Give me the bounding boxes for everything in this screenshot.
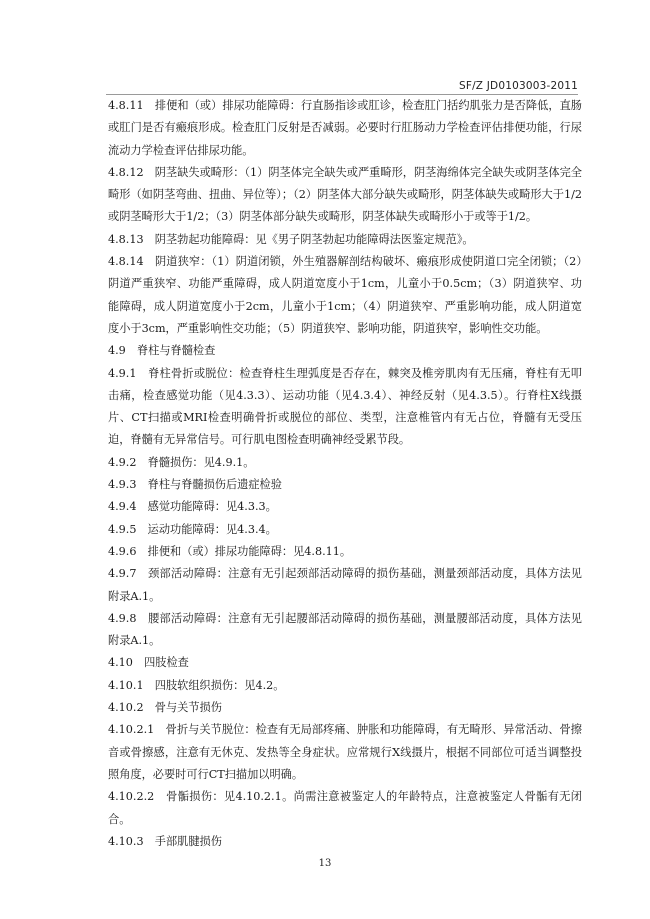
para-4-8-12: 4.8.12 阴茎缺失或畸形：（1）阴茎体完全缺失或严重畸形，阴茎海绵体完全缺失或阴茎体完全畸形（如阴茎弯曲、扭曲、异位等）；（2）阴茎体大部分缺失或畸形，阴茎体缺失或畸形大于1/2或阴茎畸形大于1/2；（3）阴茎体部分缺失或畸形，阴茎体缺失或畸形小于或等于1/2。 [108,165,582,224]
para-4-9-8: 4.9.8 腰部活动障碍：注意有无引起腰部活动障碍的损伤基础，测量腰部活动度，具体方法见附录A.1。 [108,611,582,648]
para-4-8-14: 4.8.14 阴道狭窄：（1）阴道闭锁，外生殖器解剖结构破坏、瘢痕形成使阴道口完全闭锁；（2）阴道严重狭窄、功能严重障碍，成人阴道宽度小于1cm，儿童小于0.5cm；（3）阴道狭窄、功能障碍，成人阴道宽度小于2cm，儿童小于1cm；（4）阴道狭窄、严重影响功能，成人阴道宽度小于3cm，严重影响性交功能；（5）阴道狭窄、影响功能，阴道狭窄，影响性交功能。 [108,255,582,335]
para-4-10-1: 4.10.1 四肢软组织损伤：见4.2。 [108,678,285,692]
para-4-9-2: 4.9.2 脊髓损伤：见4.9.1。 [108,455,255,469]
para-4-8-11: 4.8.11 排便和（或）排尿功能障碍：行直肠指诊或肛诊，检查肛门括约肌张力是否降低，直肠或肛门是否有瘢痕形成。检查肛门反射是否减弱。必要时行肛肠动力学检查评估排便功能，行尿流动力学检查评估排尿功能。 [108,99,582,157]
para-4-9-4: 4.9.4 感觉功能障碍：见4.3.3。 [108,500,277,514]
page-body [108,95,582,853]
para-4-10-2-2: 4.10.2.2 骨骺损伤：见4.10.2.1。尚需注意被鉴定人的年龄特点，注意被鉴定人骨骺有无闭合。 [108,790,582,826]
para-4-10-3: 4.10.3 手部肌腱损伤 [108,834,222,848]
para-4-10-2-1: 4.10.2.1 骨折与关节脱位：检查有无局部疼痛、肿胀和功能障碍，有无畸形、异常活动、骨擦音或骨擦感，注意有无休克、发热等全身症状。应常规行X线摄片，根据不同部位可适当调整投照角度，必要时可行CT扫描加以明确。 [108,723,582,781]
para-4-9-5: 4.9.5 运动功能障碍：见4.3.4。 [108,522,277,536]
standard-number: SF/Z JD0103003-2011 [458,80,578,92]
para-4-9-7: 4.9.7 颈部活动障碍：注意有无引起颈部活动障碍的损伤基础，测量颈部活动度，具体方法见附录A.1。 [108,567,582,603]
para-4-10-2: 4.10.2 骨与关节损伤 [108,701,222,715]
page-number: 13 [318,858,332,869]
para-4-8-13: 4.8.13 阴茎勃起功能障碍：见《男子阴茎勃起功能障碍法医鉴定规范》。 [108,232,474,246]
section-heading-4-10: 4.10 四肢检查 [108,656,189,670]
section-heading-4-9: 4.9 脊柱与脊髓检查 [108,344,216,358]
para-4-9-3: 4.9.3 脊柱与脊髓损伤后遗症检验 [108,478,282,492]
para-4-9-6: 4.9.6 排便和（或）排尿功能障碍：见4.8.11。 [108,544,352,558]
para-4-9-1: 4.9.1 脊柱骨折或脱位：检查脊柱生理弧度是否存在，棘突及椎旁肌肉有无压痛，脊柱有无叩击痛，检查感觉功能（见4.3.3）、运动功能（见4.3.4）、神经反射（见4.3.5）。行脊柱X线摄片、CT扫描或MRI检查明确骨折或脱位的部位、类型，注意椎管内有无占位，脊髓有无受压迫，脊髓有无异常信号。可行肌电图检查明确神经受累节段。 [108,366,582,447]
